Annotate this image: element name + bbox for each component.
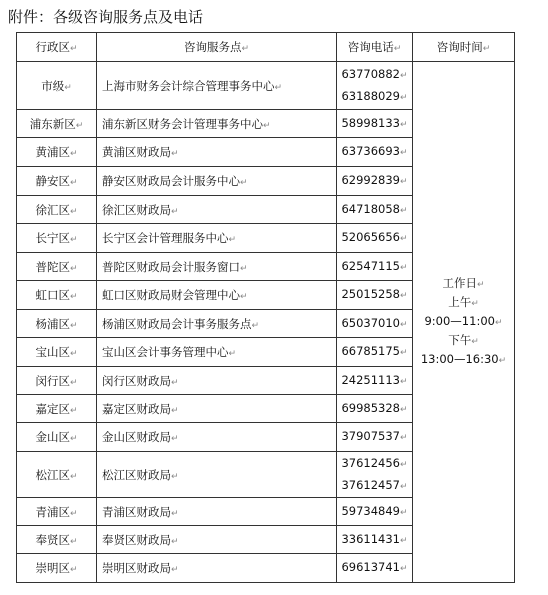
phone-cell: 63736693↵ [337, 138, 413, 167]
phone-cell: 63770882↵ 63188029↵ [337, 62, 413, 110]
district-text: 长宁区 [35, 231, 70, 245]
district-cell: 浦东新区↵ [17, 110, 97, 138]
header-district: 行政区↵ [17, 33, 97, 62]
phone-number: 33611431 [341, 531, 400, 546]
phone-number: 37612456 [341, 455, 400, 470]
phone-number: 24251113 [341, 372, 400, 387]
district-text: 嘉定区 [35, 401, 70, 416]
phone-number: 63770882 [341, 66, 400, 81]
service-time-line: 上午 [448, 294, 472, 309]
district-text: 金山区 [35, 430, 70, 444]
service-time-line: 下午 [448, 332, 472, 347]
phone-number: 37907537 [341, 429, 400, 443]
phone-cell: 25015258↵ [337, 281, 413, 310]
office-cell: 上海市财务会计综合管理事务中心↵ [97, 62, 337, 110]
office-cell: 崇明区财政局↵ [97, 554, 337, 583]
office-cell: 长宁区会计管理服务中心↵ [97, 224, 337, 253]
service-time-line: 9:00—11:00 [424, 313, 495, 328]
phone-cell: 52065656↵ [337, 224, 413, 253]
phone-cell: 69613741↵ [337, 554, 413, 583]
phone-cell: 58998133↵ [337, 110, 413, 138]
office-cell: 金山区财政局↵ [97, 423, 337, 452]
document-title: 附件：各级咨询服务点及电话 [8, 8, 204, 26]
office-cell: 嘉定区财政局↵ [97, 395, 337, 423]
district-cell: 宝山区↵ [17, 338, 97, 367]
office-text: 虹口区财政局财会管理中心 [102, 288, 240, 302]
office-text: 杨浦区财政局会计事务服务点 [102, 316, 252, 331]
district-cell: 闵行区↵ [17, 367, 97, 395]
district-cell: 青浦区↵ [17, 498, 97, 526]
phone-number: 62992839 [341, 173, 400, 187]
service-time-cell: 工作日↵ 上午↵ 9:00—11:00↵ 下午↵ 13:00—16:30↵ [413, 62, 515, 583]
office-text: 长宁区会计管理服务中心 [102, 231, 229, 245]
phone-number: 69613741 [341, 560, 400, 574]
office-cell: 黄浦区财政局↵ [97, 138, 337, 167]
district-cell: 市级↵ [17, 62, 97, 110]
header-time: 咨询时间↵ [413, 33, 515, 62]
district-text: 徐汇区 [35, 202, 70, 217]
office-cell: 青浦区财政局↵ [97, 498, 337, 526]
office-text: 嘉定区财政局 [102, 401, 171, 416]
phone-cell: 69985328↵ [337, 395, 413, 423]
phone-number: 62547115 [341, 258, 400, 273]
office-text: 上海市财务会计综合管理事务中心 [102, 78, 275, 93]
phone-number: 65037010 [341, 315, 400, 330]
office-cell: 奉贤区财政局↵ [97, 526, 337, 554]
district-cell: 普陀区↵ [17, 253, 97, 281]
office-text: 闵行区财政局 [102, 373, 171, 388]
phone-number: 58998133 [341, 115, 400, 130]
office-text: 松江区财政局 [102, 467, 171, 482]
office-cell: 杨浦区财政局会计事务服务点↵ [97, 310, 337, 338]
phone-cell: 24251113↵ [337, 367, 413, 395]
district-cell: 杨浦区↵ [17, 310, 97, 338]
phone-number: 37612457 [341, 477, 400, 492]
phone-number: 69985328 [341, 400, 400, 415]
district-text: 浦东新区 [29, 116, 76, 131]
phone-cell: 65037010↵ [337, 310, 413, 338]
office-text: 青浦区财政局 [102, 504, 171, 519]
office-text: 宝山区会计事务管理中心 [102, 345, 229, 359]
office-text: 奉贤区财政局 [102, 532, 171, 547]
district-text: 杨浦区 [35, 316, 70, 331]
office-cell: 静安区财政局会计服务中心↵ [97, 167, 337, 196]
district-text: 奉贤区 [35, 532, 70, 547]
district-text: 市级 [41, 78, 65, 93]
service-time-line: 工作日 [442, 275, 477, 290]
phone-number: 59734849 [341, 503, 400, 518]
phone-cell: 64718058↵ [337, 196, 413, 224]
table-header-row [17, 33, 515, 62]
phone-cell: 62992839↵ [337, 167, 413, 196]
office-text: 浦东新区财务会计管理事务中心 [102, 116, 263, 131]
district-cell: 崇明区↵ [17, 554, 97, 583]
phone-cell: 33611431↵ [337, 526, 413, 554]
district-cell: 徐汇区↵ [17, 196, 97, 224]
service-time-line: 13:00—16:30 [420, 351, 499, 366]
district-cell: 金山区↵ [17, 423, 97, 452]
district-text: 静安区 [35, 174, 70, 188]
header-phone: 咨询电话↵ [337, 33, 413, 62]
table-body [17, 62, 515, 583]
table-row [17, 62, 515, 110]
phone-cell: 59734849↵ [337, 498, 413, 526]
district-cell: 静安区↵ [17, 167, 97, 196]
office-cell: 虹口区财政局财会管理中心↵ [97, 281, 337, 310]
office-text: 崇明区财政局 [102, 561, 171, 575]
district-text: 崇明区 [35, 561, 70, 575]
district-text: 虹口区 [35, 288, 70, 302]
phone-number: 25015258 [341, 287, 400, 301]
phone-number: 64718058 [341, 201, 400, 216]
district-cell: 奉贤区↵ [17, 526, 97, 554]
district-cell: 黄浦区↵ [17, 138, 97, 167]
office-cell: 浦东新区财务会计管理事务中心↵ [97, 110, 337, 138]
office-cell: 松江区财政局↵ [97, 452, 337, 498]
district-text: 松江区 [35, 467, 70, 482]
office-cell: 徐汇区财政局↵ [97, 196, 337, 224]
office-cell: 宝山区会计事务管理中心↵ [97, 338, 337, 367]
district-text: 宝山区 [35, 345, 70, 359]
phone-cell: 66785175↵ [337, 338, 413, 367]
office-cell: 闵行区财政局↵ [97, 367, 337, 395]
phone-cell: 62547115↵ [337, 253, 413, 281]
district-cell: 嘉定区↵ [17, 395, 97, 423]
district-text: 黄浦区 [35, 145, 70, 159]
phone-number: 63188029 [341, 88, 400, 103]
office-text: 徐汇区财政局 [102, 202, 171, 217]
office-text: 黄浦区财政局 [102, 145, 171, 159]
phone-number: 52065656 [341, 230, 400, 244]
district-text: 青浦区 [35, 504, 70, 519]
district-text: 普陀区 [35, 259, 70, 274]
district-cell: 长宁区↵ [17, 224, 97, 253]
phone-cell: 37612456↵ 37612457↵ [337, 452, 413, 498]
office-text: 普陀区财政局会计服务窗口 [102, 259, 240, 274]
district-cell: 虹口区↵ [17, 281, 97, 310]
consultation-table [16, 32, 515, 583]
district-cell: 松江区↵ [17, 452, 97, 498]
district-text: 闵行区 [35, 373, 70, 388]
office-cell: 普陀区财政局会计服务窗口↵ [97, 253, 337, 281]
phone-number: 66785175 [341, 344, 400, 358]
office-text: 金山区财政局 [102, 430, 171, 444]
office-text: 静安区财政局会计服务中心 [102, 174, 240, 188]
header-office: 咨询服务点↵ [97, 33, 337, 62]
phone-number: 63736693 [341, 144, 400, 158]
phone-cell: 37907537↵ [337, 423, 413, 452]
